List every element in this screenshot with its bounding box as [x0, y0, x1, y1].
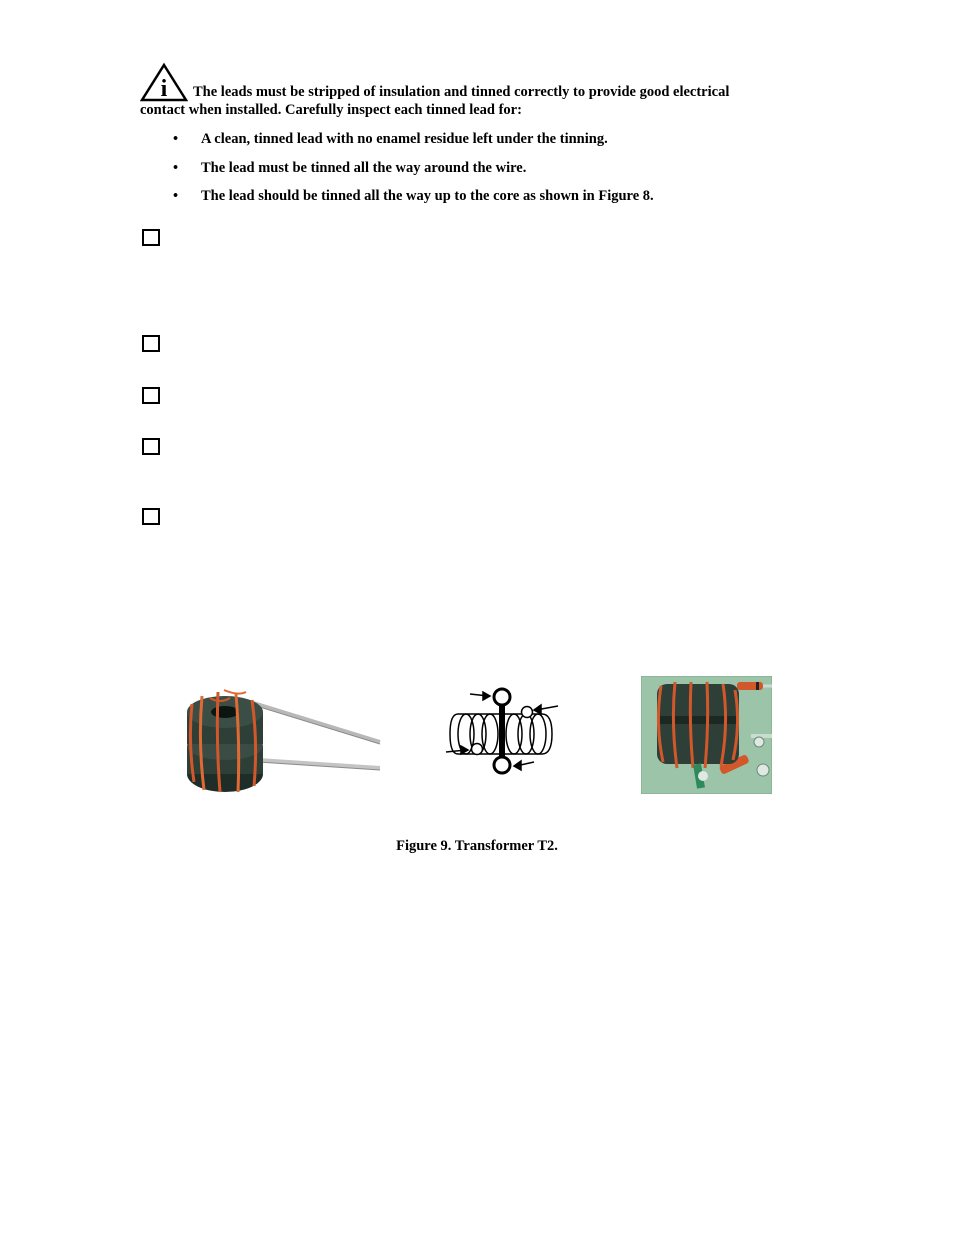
- step-checkbox-4[interactable]: [142, 438, 160, 455]
- bullet-text: The lead must be tinned all the way around the wire.: [201, 160, 527, 176]
- svg-text:i: i: [160, 76, 168, 102]
- note-text-line-1: The leads must be stripped of insulation and tinned correctly to provide good electrical: [193, 84, 730, 100]
- step-checkbox-2[interactable]: [142, 335, 160, 352]
- bullet-text: The lead should be tinned all the way up to the core as shown in Figure 8.: [201, 188, 654, 204]
- step-checkbox-1[interactable]: [142, 229, 160, 246]
- bullet-text: A clean, tinned lead with no enamel residue left under the tinning.: [201, 131, 608, 147]
- bullet-dot-icon: •: [173, 131, 179, 147]
- info-warning-triangle-icon: [140, 62, 188, 102]
- note-text-line-2: contact when installed. Carefully inspect each tinned lead for:: [140, 102, 522, 118]
- transformer-wiring-diagram: [440, 682, 564, 778]
- transformer-photo-icon: [180, 682, 382, 797]
- installed-transformer-photo-icon: [641, 676, 772, 794]
- figure-caption: Figure 9. Transformer T2.: [396, 838, 558, 854]
- bullet-dot-icon: •: [173, 188, 179, 204]
- step-checkbox-3[interactable]: [142, 387, 160, 404]
- bullet-dot-icon: •: [173, 160, 179, 176]
- step-checkbox-5[interactable]: [142, 508, 160, 525]
